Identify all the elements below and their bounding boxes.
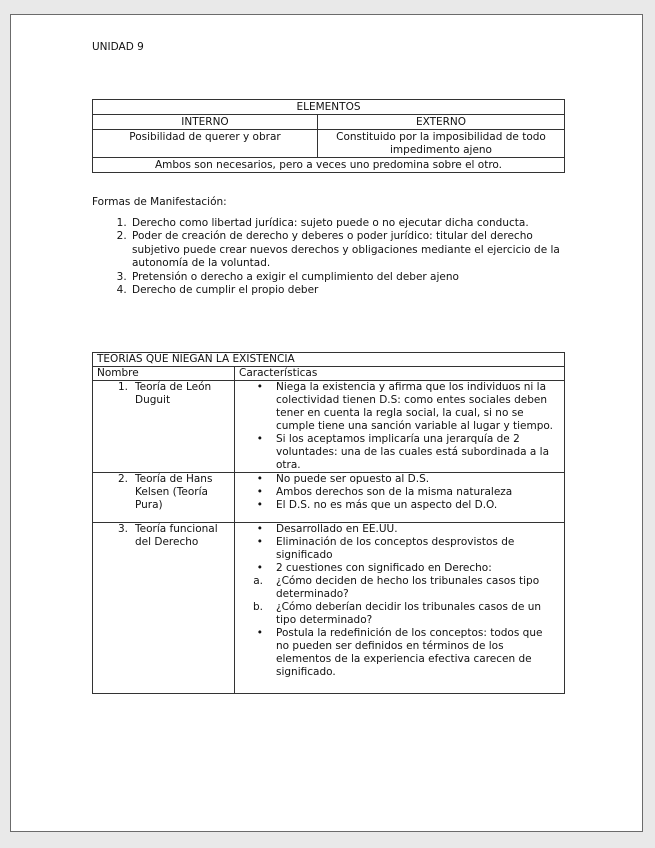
theory-name: Teoría de Hans Kelsen (Teoría Pura) — [135, 473, 213, 511]
characteristic-text: Si los aceptamos implicaría una jerarquía de 2 voluntades: una de las cuales está subordinada a la otra. — [276, 433, 550, 471]
bullet-marker: • — [256, 473, 263, 485]
formas-title: Formas de Manifestación: — [92, 196, 227, 208]
elementos-table — [92, 99, 565, 173]
characteristics-list — [239, 381, 560, 472]
theory-characteristics-cell — [235, 523, 565, 694]
theory-name-cell — [93, 473, 235, 523]
formas-list — [92, 217, 567, 297]
theory-name-cell — [93, 523, 235, 694]
unit-heading: UNIDAD 9 — [92, 41, 144, 53]
theory-name-cell — [93, 381, 235, 473]
elementos-footer: Ambos son necesarios, pero a veces uno predomina sobre el otro. — [93, 158, 565, 173]
list-item — [239, 381, 560, 433]
characteristic-text: Niega la existencia y afirma que los individuos ni la colectividad tienen D.S: como entes sociales deben tener en cuenta la regla social, la cual, si no se cumple tiene una sanción variable al lugar y tiempo. — [276, 381, 553, 432]
theory-number: 2. — [117, 473, 128, 485]
list-letter-marker: a. — [253, 575, 263, 587]
bullet-marker: • — [256, 433, 263, 445]
characteristic-text: ¿Cómo deciden de hecho los tribunales casos tipo determinado? — [276, 575, 540, 600]
characteristic-text: Eliminación de los conceptos desprovistos de significado — [276, 536, 515, 561]
externo-cell: Constituido por la imposibilidad de todo impedimento ajeno — [318, 130, 565, 158]
theory-name: Teoría funcional del Derecho — [135, 523, 218, 548]
interno-cell: Posibilidad de querer y obrar — [93, 130, 318, 158]
bullet-marker: • — [256, 523, 263, 535]
characteristic-text: ¿Cómo deberían decidir los tribunales casos de un tipo determinado? — [276, 601, 542, 626]
bullet-marker: • — [256, 627, 263, 639]
characteristic-text: Ambos derechos son de la misma naturaleza — [276, 486, 513, 498]
characteristic-text: 2 cuestiones con significado en Derecho: — [276, 562, 492, 574]
externo-header: EXTERNO — [318, 115, 565, 130]
theory-number: 3. — [117, 523, 128, 535]
list-item — [239, 562, 560, 575]
characteristics-list — [239, 523, 560, 679]
theory-name: Teoría de León Duguit — [135, 381, 212, 406]
characteristic-text: No puede ser opuesto al D.S. — [276, 473, 430, 485]
teorias-table — [92, 352, 565, 694]
teorias-title: TEORIAS QUE NIEGAN LA EXISTENCIA — [93, 353, 565, 367]
table-row — [93, 473, 565, 523]
formas-item: 2. Poder de creación de derecho y deberes o poder jurídico: titular del derecho subjetivo puede crear nuevos derechos y obligaciones mediante el ejercicio de la autonomía de la voluntad. — [130, 230, 567, 270]
list-item — [239, 601, 560, 627]
theory-number: 1. — [117, 381, 128, 393]
list-item — [239, 433, 560, 472]
bullet-marker: • — [256, 499, 263, 511]
nombre-header: Nombre — [93, 367, 235, 381]
bullet-marker: • — [256, 562, 263, 574]
document-page — [10, 14, 643, 832]
list-item — [239, 536, 560, 562]
list-letter-marker: b. — [252, 601, 263, 613]
characteristic-text: Postula la redefinición de los conceptos: todos que no pueden ser definidos en términos de los elementos de la experiencia efectiva carecen de significado. — [276, 627, 543, 678]
table-row — [93, 523, 565, 694]
elementos-title: ELEMENTOS — [93, 100, 565, 115]
table-row — [93, 381, 565, 473]
theory-characteristics-cell — [235, 473, 565, 523]
formas-item: 3. Pretensión o derecho a exigir el cumplimiento del deber ajeno — [130, 271, 567, 284]
list-item — [239, 486, 560, 499]
interno-header: INTERNO — [93, 115, 318, 130]
bullet-marker: • — [256, 536, 263, 548]
bullet-marker: • — [256, 381, 263, 393]
list-item — [239, 499, 560, 512]
characteristics-list — [239, 473, 560, 512]
caracteristicas-header: Características — [235, 367, 565, 381]
list-item — [239, 575, 560, 601]
list-item — [239, 627, 560, 679]
formas-item: 4. Derecho de cumplir el propio deber — [130, 284, 567, 297]
characteristic-text: El D.S. no es más que un aspecto del D.O. — [276, 499, 498, 511]
formas-item: 1. Derecho como libertad jurídica: sujeto puede o no ejecutar dicha conducta. — [130, 217, 567, 230]
list-item — [239, 473, 560, 486]
characteristic-text: Desarrollado en EE.UU. — [276, 523, 398, 535]
bullet-marker: • — [256, 486, 263, 498]
theory-characteristics-cell — [235, 381, 565, 473]
list-item — [239, 523, 560, 536]
